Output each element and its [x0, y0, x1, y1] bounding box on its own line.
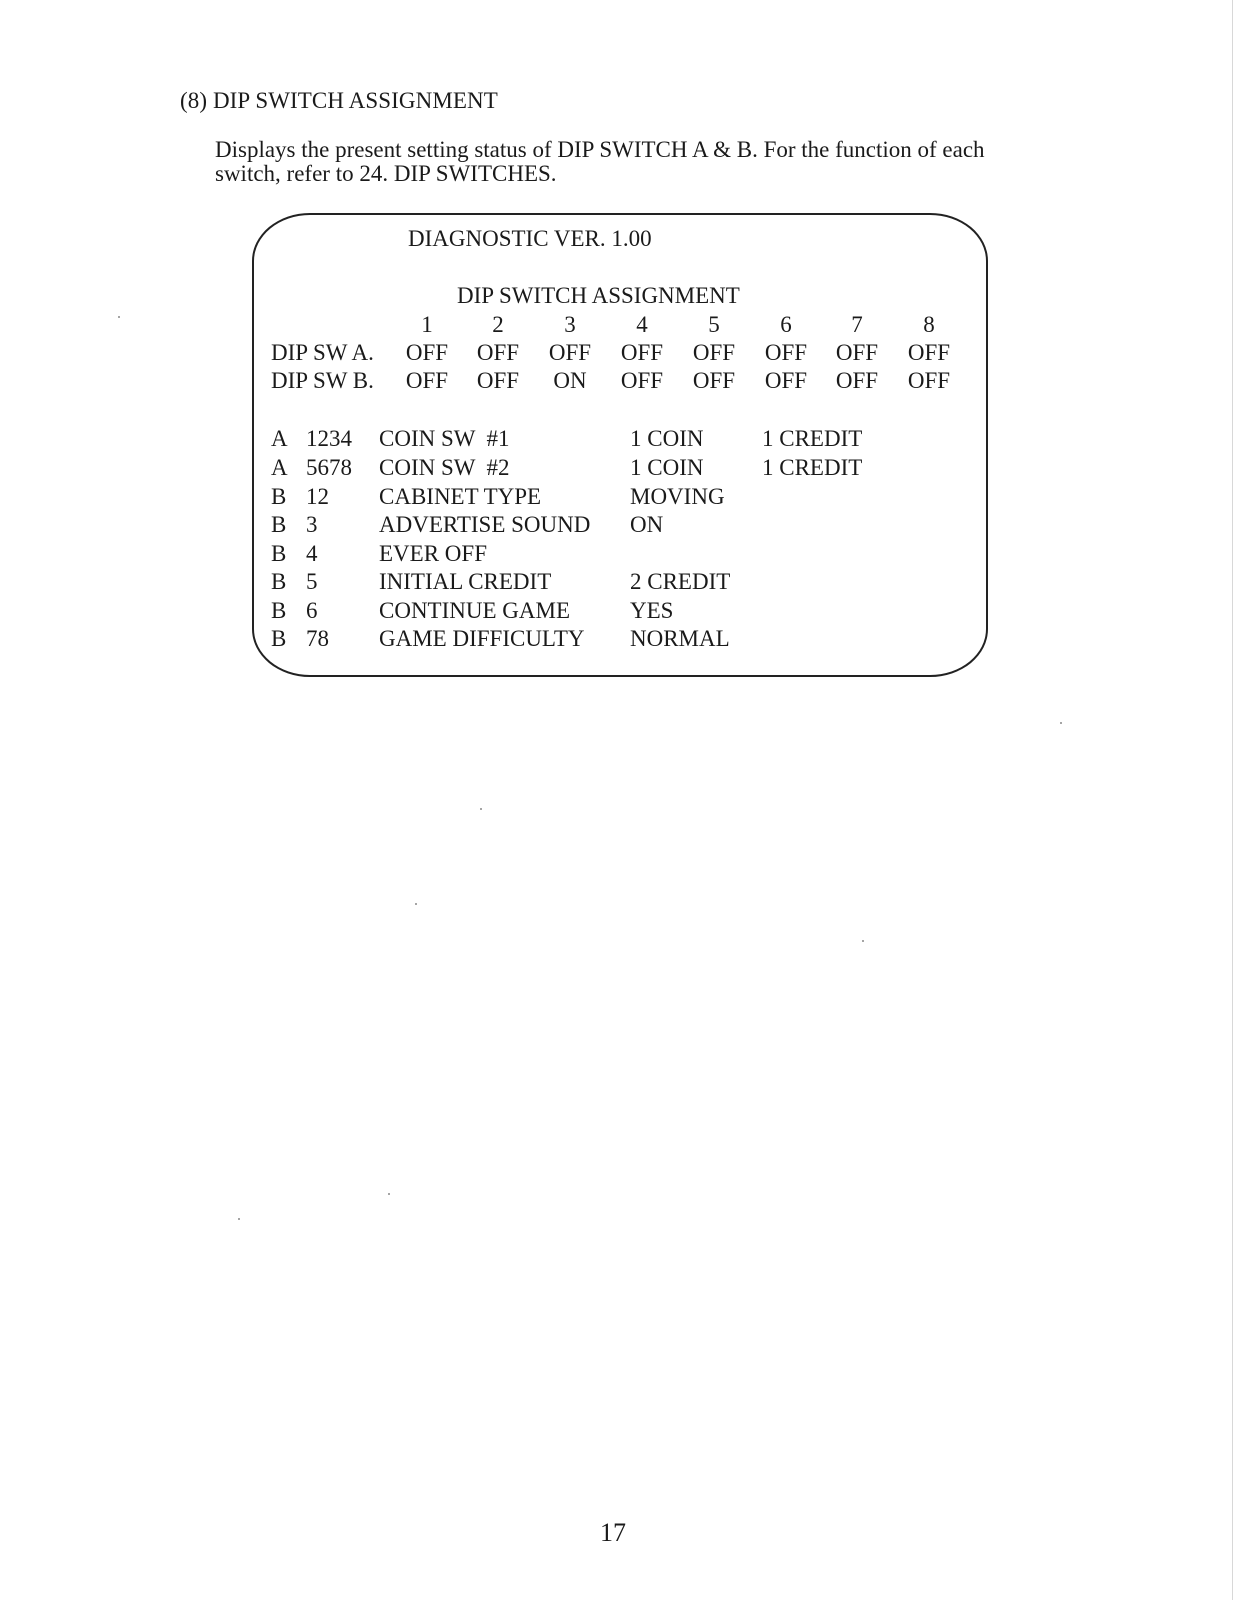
setting-value: NORMAL: [630, 626, 730, 651]
bank-b-state: ON: [553, 368, 587, 393]
setting-value: 1 COIN: [630, 426, 704, 451]
bank-b-state: OFF: [692, 368, 736, 393]
setting-bank: A: [271, 426, 288, 451]
setting-name: COIN SW #1: [379, 426, 510, 451]
setting-name: ADVERTISE SOUND: [379, 512, 591, 537]
setting-switches: 5678: [306, 455, 352, 480]
setting-bank: B: [271, 598, 287, 623]
bank-b-state: OFF: [620, 368, 664, 393]
setting-value: MOVING: [630, 484, 725, 509]
section-heading: (8) DIP SWITCH ASSIGNMENT: [180, 88, 498, 113]
intro-paragraph: [215, 138, 1075, 186]
setting-extra: 1 CREDIT: [762, 426, 863, 451]
switch-number: 2: [492, 312, 504, 337]
bank-b-state: OFF: [907, 368, 951, 393]
setting-switches: 3: [306, 512, 318, 537]
setting-switches: 78: [306, 626, 329, 651]
setting-name: INITIAL CREDIT: [379, 569, 552, 594]
setting-name: CABINET TYPE: [379, 484, 542, 509]
setting-bank: A: [271, 455, 288, 480]
dip-switch-screen-title: DIP SWITCH ASSIGNMENT: [457, 283, 740, 308]
setting-value: YES: [630, 598, 674, 623]
intro-line-1: Displays the present setting status of DIP SWITCH A & B. For the function of each: [215, 137, 985, 162]
setting-switches: 5: [306, 569, 318, 594]
setting-value: 1 COIN: [630, 455, 704, 480]
setting-name: COIN SW #2: [379, 455, 510, 480]
setting-name: GAME DIFFICULTY: [379, 626, 585, 651]
switch-number: 6: [780, 312, 792, 337]
scan-speck: [1060, 722, 1062, 724]
scan-speck: [415, 903, 417, 905]
bank-a-label: DIP SW A.: [271, 340, 374, 365]
bank-b-state: OFF: [476, 368, 520, 393]
scan-edge-line: [1232, 0, 1233, 1600]
bank-b-state: OFF: [764, 368, 808, 393]
switch-number: 1: [421, 312, 433, 337]
setting-extra: 1 CREDIT: [762, 455, 863, 480]
bank-a-state: OFF: [692, 340, 736, 365]
setting-bank: B: [271, 626, 287, 651]
setting-switches: 6: [306, 598, 318, 623]
switch-number: 7: [851, 312, 863, 337]
scan-speck: [388, 1193, 390, 1195]
bank-b-label: DIP SW B.: [271, 368, 374, 393]
setting-value: ON: [630, 512, 664, 537]
bank-a-state: OFF: [764, 340, 808, 365]
bank-b-state: OFF: [835, 368, 879, 393]
switch-number: 5: [708, 312, 720, 337]
diagnostic-version: DIAGNOSTIC VER. 1.00: [408, 226, 652, 251]
setting-bank: B: [271, 541, 287, 566]
bank-a-state: OFF: [835, 340, 879, 365]
setting-bank: B: [271, 512, 287, 537]
switch-number: 8: [923, 312, 935, 337]
intro-line-2: switch, refer to 24. DIP SWITCHES.: [215, 161, 557, 186]
bank-a-state: OFF: [620, 340, 664, 365]
setting-bank: B: [271, 569, 287, 594]
switch-number: 3: [564, 312, 576, 337]
bank-a-state: OFF: [405, 340, 449, 365]
scan-speck: [862, 940, 864, 942]
switch-number: 4: [636, 312, 648, 337]
bank-b-state: OFF: [405, 368, 449, 393]
bank-a-state: OFF: [476, 340, 520, 365]
scan-speck: [480, 808, 482, 810]
page-number: 17: [600, 1518, 626, 1547]
scan-speck: [238, 1218, 240, 1220]
setting-switches: 1234: [306, 426, 352, 451]
setting-bank: B: [271, 484, 287, 509]
scan-speck: [118, 316, 120, 318]
setting-switches: 4: [306, 541, 318, 566]
setting-name: EVER OFF: [379, 541, 487, 566]
bank-a-state: OFF: [907, 340, 951, 365]
setting-value: 2 CREDIT: [630, 569, 731, 594]
setting-switches: 12: [306, 484, 329, 509]
bank-a-state: OFF: [548, 340, 592, 365]
setting-name: CONTINUE GAME: [379, 598, 571, 623]
